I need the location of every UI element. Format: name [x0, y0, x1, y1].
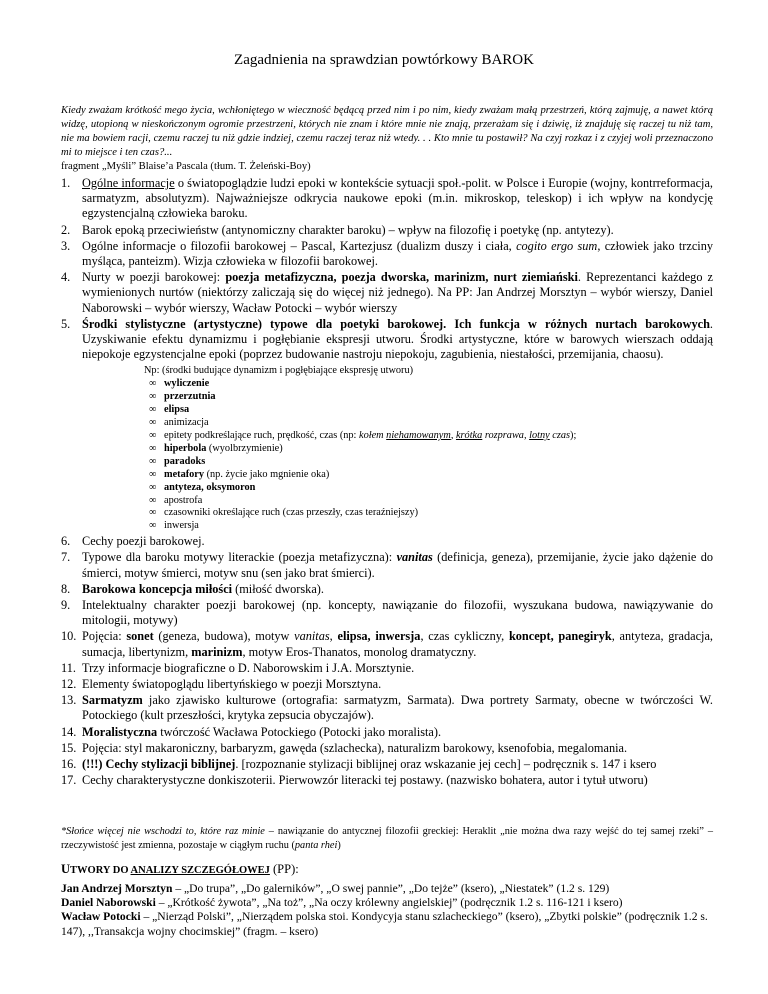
- topics-list: [61, 176, 713, 789]
- list-item: 2. Barok epoką przeciwieństw (antynomiczny charakter baroku) – wpływ na filozofię i poetykę (np. antytezy).: [61, 222, 614, 237]
- list-item: 9. Intelektualny charakter poezji barokowej (np. koncepty, nawiązanie do filozofii, wyszukana budowa, nawiązywanie do mitologii, motywy): [61, 598, 713, 628]
- list-item: 8. Barokowa koncepcja miłości (miłość dworska).: [61, 581, 324, 596]
- list-item: 7. Typowe dla baroku motywy literackie (poezja metafizyczna): vanitas (definicja, geneza), przemijanie, życie jako dążenie do śmierci, motyw śmierci, motyw snu (sen jako brat śmierci).: [61, 550, 713, 580]
- list-item: 12. Elementy światopoglądu libertyńskiego w poezji Morsztyna.: [61, 677, 382, 692]
- list-item: 11. Trzy informacje biograficzne o D. Naborowskim i J.A. Morsztynie.: [61, 660, 415, 675]
- list-item: ∞ hiperbola (wyolbrzymienie): [149, 442, 283, 454]
- list-item: 14. Moralistyczna twórczość Wacława Potockiego (Potocki jako moralista).: [61, 724, 442, 739]
- list-item: ∞ metafory (np. życie jako mgnienie oka): [149, 468, 330, 480]
- heraclitus-note: *Słońce więcej nie wschodzi to, które raz minie – nawiązanie do antycznej filozofii greckiej: Heraklit „nie można dwa razy wejść do tej samej rzeki” – rzeczywistość jest zmienna, pozostaje w ciągłym ruchu (panta rhei): [61, 826, 714, 851]
- list-item: ∞ animizacja: [149, 417, 209, 429]
- list-item: ∞ czasowniki określające ruch (czas przeszły, czas teraźniejszy): [149, 507, 419, 519]
- list-item: 15. Pojęcia: styl makaroniczny, barbaryzm, gawęda (szlachecka), naturalizm barokowy, ksenofobia, megalomania.: [61, 740, 628, 755]
- list-item: ∞ przerzutnia: [149, 391, 216, 403]
- list-item: 5. Środki stylistyczne (artystyczne) typowe dla poetyki barokowej. Ich funkcja w różnych nurtach barokowych. Uzyskiwanie efektu dynamizmu i pogłębianie ekspresji utworu. Środki artystyczne, które w barowych wierszach oddają niepokoje egzystencjalne epoki (poprzez budowanie nastroju niepokoju, zagubienia, niestałości, przemijania, chaosu). Np: (środki budujące dynamizm i pogłębiające ekspresję utworu) ∞ wyliczenie ∞ przerzutnia ∞ elipsa ∞ animizacja ∞ epitety podkreślające ruch, prędkość, czas (np: kołem niehamowanym, krótka rozprawa, lotny czas); ∞ hiperbola (wyolbrzymienie) ∞ paradoks ∞ metafory (np. życie jako mgnienie oka) ∞ antyteza, oksymoron ∞ apostrofa ∞ czasowniki określające ruch (czas przeszły, czas teraźniejszy) ∞ inwersja: [61, 316, 713, 532]
- list-item: 6. Cechy poezji barokowej.: [61, 534, 205, 549]
- list-item: ∞ elipsa: [149, 404, 190, 416]
- list-item: ∞ epitety podkreślające ruch, prędkość, czas (np: kołem niehamowanym, krótka rozprawa, lotny czas);: [149, 429, 577, 441]
- list-item: Daniel Naborowski – „Krótkość żywota”, „Na toż”, „Na oczy królewny angielskiej” (podręcznik 1.2 s. 116-121 i ksero): [61, 896, 623, 910]
- list-item: 16. (!!!) Cechy stylizacji biblijnej. [rozpoznanie stylizacji biblijnej oraz wskazanie jej cech] – podręcznik s. 147 i ksero: [61, 757, 657, 772]
- works-heading: UTWORY DO ANALIZY SZCZEGÓŁOWEJ (PP):: [61, 862, 299, 876]
- page-title: Zagadnienia na sprawdzian powtórkowy BAROK: [234, 52, 534, 68]
- list-item: Wacław Potocki – „Nierząd Polski”, „Nierządem polska stoi. Kondycyja stanu szlacheckiego” (ksero), „Zbytki polskie” (podręcznik 1.2 s. 147), ,,Transakcja wojny chocimskiej” (fragm. – ksero): [61, 910, 708, 938]
- examples-heading: Np: (środki budujące dynamizm i pogłębiające ekspresję utworu): [144, 365, 414, 377]
- list-item: 13. Sarmatyzm jako zjawisko kulturowe (ortografia: sarmatyzm, Sarmata). Dwa portrety Sarmaty, obecne w twórczości W. Potockiego (kult przeszłości, krytyka zepsucia obyczajów).: [61, 693, 713, 723]
- list-item: ∞ antyteza, oksymoron: [149, 481, 256, 493]
- list-item: 1. Ogólne informacje o światopoglądzie ludzi epoki w kontekście sytuacji społ.-polit. w Polsce i Europie (wojny, kontrreformacja, sarmatyzm, absolutyzm). Najważniejsze odkrycia naukowe epoki (m.in. mikroskop, teleskop) i ich wpływ na kondycję egzystencjalną człowieka baroku.: [61, 176, 713, 221]
- list-item: 10. Pojęcia: sonet (geneza, budowa), motyw vanitas, elipsa, inwersja, czas cykliczny, koncept, panegiryk, antyteza, gradacja, sumacja, libertynizm, marinizm, motyw Eros-Thanatos, monolog dramatyczny.: [61, 629, 713, 659]
- quote-text: Kiedy zważam krótkość mego życia, wchłoniętego w wieczność będącą przed nim i po nim, kiedy zważam małą przestrzeń, którą zajmuję, a nawet którą widzę, utopioną w nieskończonym ogromie przestrzeni, których nie znam i które mnie nie znają, przerażam się i dziwię, iż znajduję się raczej tu niż tam, nie ma bowiem racji, czemu raczej tu niż gdzie indziej, czemu raczej teraz niż wtedy. . . Kto mnie tu postawił? Na czyj rozkaz i z czyjej woli przeznaczono mi to miejsce i ten czas?...: [61, 105, 713, 158]
- list-item: 3. Ogólne informacje o filozofii barokowej – Pascal, Kartezjusz (dualizm duszy i ciała, cogito ergo sum, człowiek jako trzciny myśląca, panteizm). Wizja człowieka w filozofii barokowej.: [61, 238, 713, 269]
- list-item: ∞ inwersja: [149, 520, 199, 532]
- list-item: ∞ apostrofa: [149, 494, 203, 506]
- list-item: Jan Andrzej Morsztyn – „Do trupa”, „Do galerników”, „O swej pannie”, „Do tejże” (ksero), „Niestatek” (1.2 s. 129): [61, 882, 610, 895]
- list-item: 17. Cechy charakterystyczne donkiszoterii. Pierwowzór literacki tej postawy. (nazwisko bohatera, autor i tytuł utworu): [61, 773, 648, 788]
- list-item: ∞ wyliczenie: [149, 378, 210, 390]
- quote-source: fragment „Myśli” Blaise’a Pascala (tłum. T. Żeleński-Boy): [61, 161, 311, 172]
- pascal-quote: [61, 104, 713, 174]
- list-item: ∞ paradoks: [149, 455, 206, 467]
- works-list: [61, 882, 713, 939]
- stylistic-devices-examples: [144, 365, 713, 533]
- list-item: 4. Nurty w poezji barokowej: poezja metafizyczna, poezja dworska, marinizm, nurt ziemiański. Reprezentanci każdego z wymienionych nurtów (niektórzy zaliczają się do więcej niż jednego). Na PP: Jan Andrzej Morsztyn – wybór wierszy, Daniel Naborowski – wybór wierszy, Wacław Potocki – wybór wierszy: [61, 270, 714, 315]
